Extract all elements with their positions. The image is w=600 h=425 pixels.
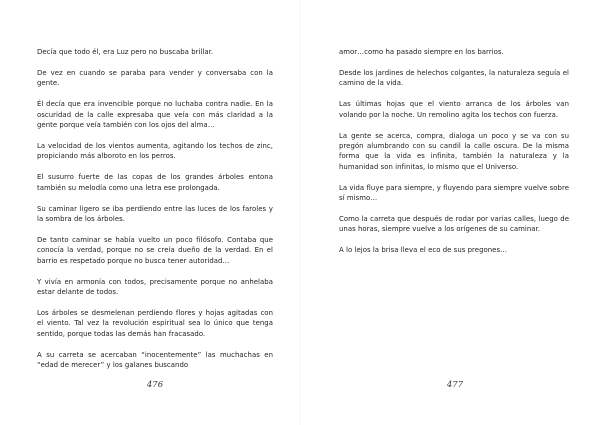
right-paragraph-3: Las últimas hojas que el viento arranca de los árboles van volando por la noche. Un remolino agita los techos con fuerza. (339, 100, 569, 119)
left-paragraph-6: Su caminar ligero se iba perdiendo entre las luces de los faroles y la sombra de los árboles. (37, 204, 273, 223)
right-paragraph-7: A lo lejos la brisa lleva el eco de sus pregones… (339, 246, 508, 255)
left-paragraph-9: Los árboles se desmelenan perdiendo flores y hojas agitadas con el viento. Tal vez la revolución espiritual sea lo único que tenga sentido, porque todas las demás han fracasado. (37, 308, 273, 338)
left-paragraph-4: La velocidad de los vientos aumenta, agitando los techos de zinc, propiciando más alboroto en los perros. (37, 141, 273, 161)
left-paragraph-7: De tanto caminar se había vuelto un poco filósofo. Contaba que conocía la verdad, porque no se creía dueño de la verdad. En el barrio es respetado porque no busca tener autoridad… (37, 235, 273, 265)
left-paragraph-1: Decía que todo él, era Luz pero no buscaba brillar. (37, 48, 214, 56)
left-paragraph-8: Y vivía en armonía con todos, precisamente porque no anhelaba estar delante de todos. (37, 277, 273, 296)
right-page (339, 47, 569, 266)
left-paragraph-2: De vez en cuando se paraba para vender y conversaba con la gente. (37, 68, 273, 88)
right-page-number: 477 (446, 380, 464, 390)
left-paragraph-5: El susurro fuerte de las copas de los grandes árboles entona también su melodía como una letra ese prolongada. (37, 173, 273, 192)
right-paragraph-5: La vida fluye para siempre, y fluyendo para siempre vuelve sobre sí mismo… (339, 183, 569, 203)
left-page-number: 476 (146, 380, 164, 390)
left-paragraph-10: A su carreta se acercaban “inocentemente” las muchachas en “edad de merecer” y los galanes buscando (37, 350, 273, 370)
right-paragraph-2: Desde los jardines de helechos colgantes, la naturaleza seguía el camino de la vida. (339, 68, 569, 88)
right-paragraph-1: amor…como ha pasado siempre en los barrios. (339, 48, 504, 56)
book-gutter (299, 0, 301, 425)
right-paragraph-4: La gente se acerca, compra, dialoga un poco y se va con su pregón alumbrando con su candil la calle oscura. De la misma forma que la vida es infinita, también la naturaleza y la humanidad son infinitas, lo mismo que el Universo. (339, 131, 569, 171)
left-page (37, 47, 273, 381)
left-paragraph-3: Él decía que era invencible porque no luchaba contra nadie. En la oscuridad de la calle expresaba que veía con más claridad a la gente porque veía también con los ojos del alma… (37, 100, 273, 130)
right-paragraph-6: Como la carreta que después de rodar por varias calles, luego de unas horas, siempre vuelve a los orígenes de su caminar. (339, 214, 569, 234)
